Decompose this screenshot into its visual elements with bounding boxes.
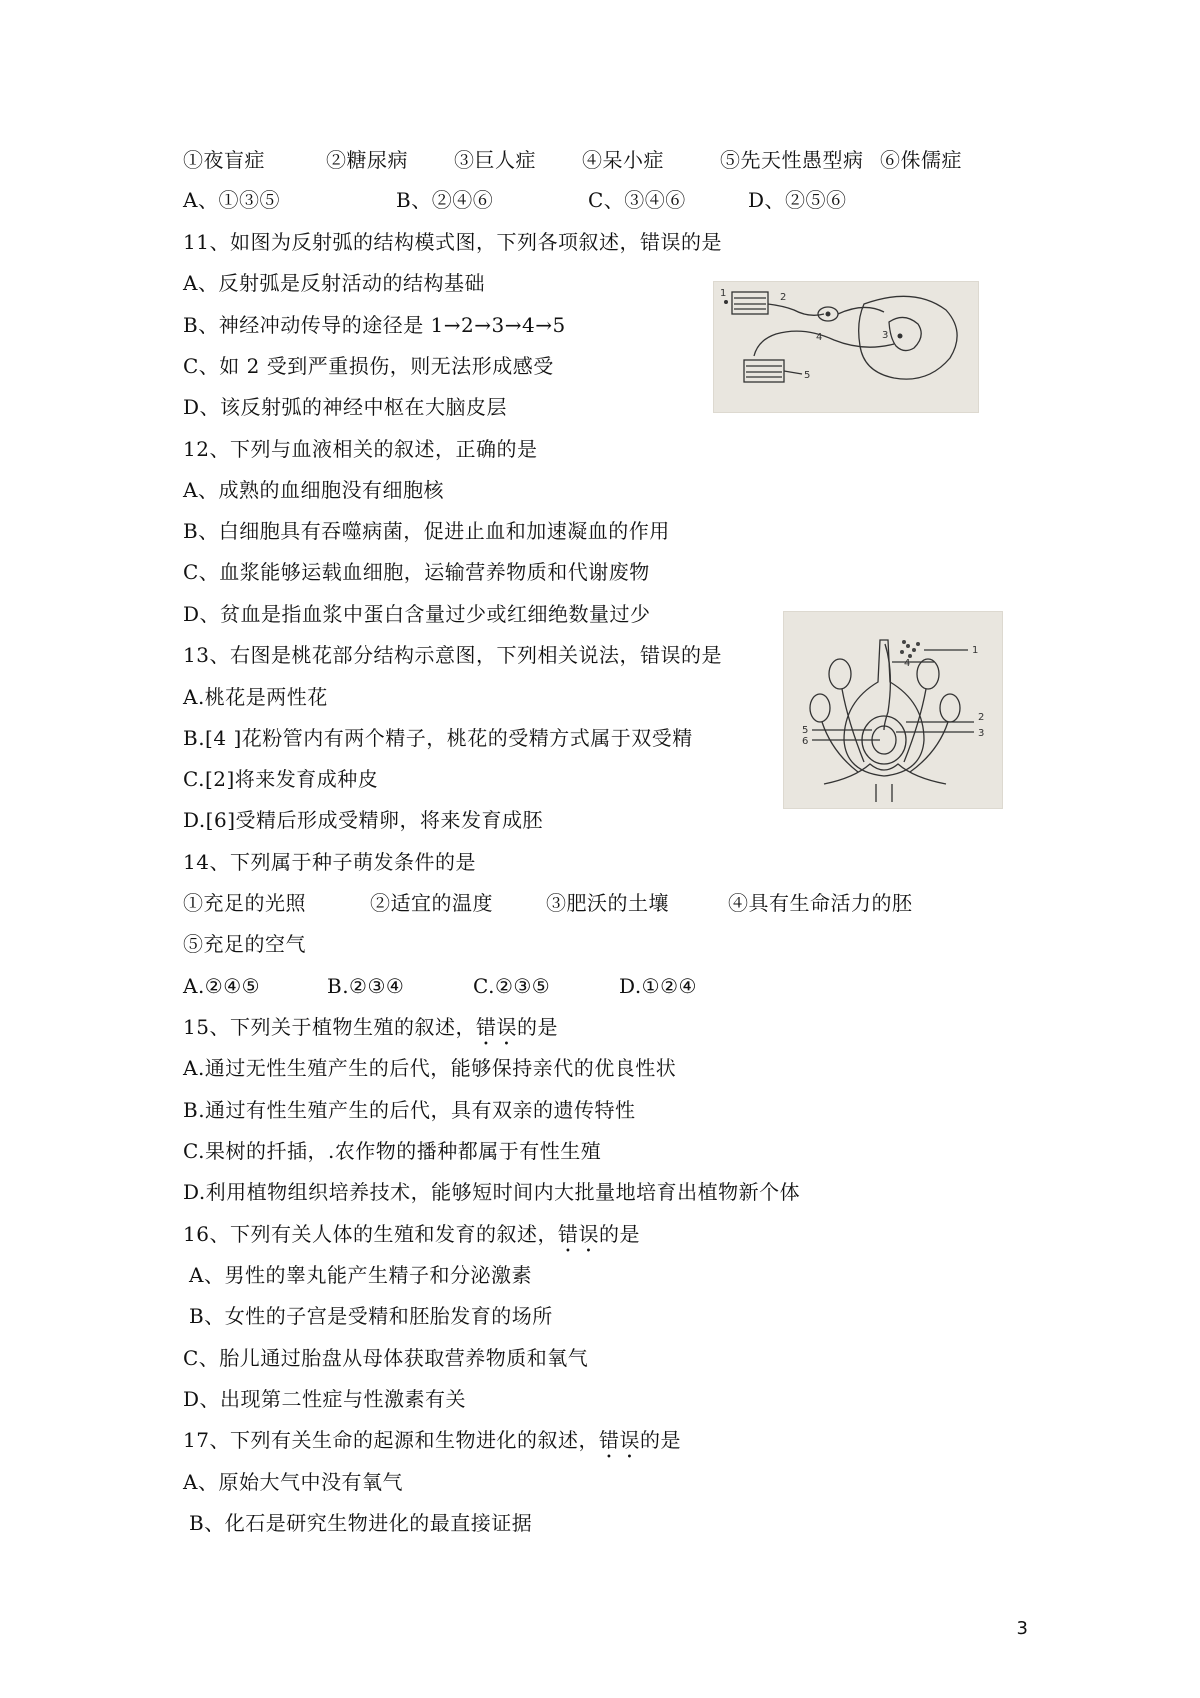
- reflex-label-3: 3: [882, 330, 889, 341]
- q11-option-b: B、神经冲动传导的途径是 1→2→3→4→5: [183, 313, 566, 337]
- q16-option-b: B、女性的子宫是受精和胚胎发育的场所: [189, 1304, 553, 1328]
- page-number: 3: [1016, 1618, 1028, 1639]
- peach-flower-figure: [783, 611, 1003, 809]
- flower-label-5: 5: [802, 725, 809, 736]
- choice-c: C.②③⑤: [473, 974, 551, 998]
- q13-option-a: A.桃花是两性花: [183, 685, 328, 709]
- q15-option-a: A.通过无性生殖产生的后代，能够保持亲代的优良性状: [183, 1056, 677, 1080]
- q15-option-b: B.通过有性生殖产生的后代，具有双亲的遗传特性: [183, 1098, 636, 1122]
- option-item: ②糖尿病: [326, 148, 408, 172]
- q16-stem: [183, 1220, 640, 1257]
- condition-item: ④具有生命活力的胚: [728, 891, 913, 915]
- stem-text: 17、下列有关生命的起源和生物进化的叙述，: [183, 1428, 599, 1452]
- emphasis-text: 错误: [475, 1015, 517, 1039]
- q14-conditions: [183, 889, 913, 917]
- q16-option-a: A、男性的睾丸能产生精子和分泌激素: [189, 1263, 532, 1287]
- flower-label-1: 1: [972, 645, 979, 656]
- q15-option-d: D.利用植物组织培养技术，能够短时间内大批量地培育出植物新个体: [183, 1180, 801, 1204]
- condition-item: ③肥沃的土壤: [546, 891, 669, 915]
- reflex-arc-figure: [713, 281, 979, 413]
- stem-text: 15、下列关于植物生殖的叙述，: [183, 1015, 476, 1039]
- q12-option-b: B、白细胞具有吞噬病菌，促进止血和加速凝血的作用: [183, 519, 670, 543]
- q11-stem: 11、如图为反射弧的结构模式图，下列各项叙述，错误的是: [183, 230, 722, 254]
- q13-option-d: D.[6]受精后形成受精卵，将来发育成胚: [183, 808, 544, 832]
- q16-option-c: C、胎儿通过胎盘从母体获取营养物质和氧气: [183, 1346, 589, 1370]
- q13-option-b: B.[4 ]花粉管内有两个精子，桃花的受精方式属于双受精: [183, 726, 693, 750]
- flower-label-2: 2: [978, 712, 985, 723]
- reflex-label-1: 1: [720, 288, 727, 299]
- q10-options: [183, 146, 962, 174]
- reflex-label-5: 5: [804, 370, 811, 381]
- flower-label-4: 4: [904, 658, 911, 669]
- condition-item: ①充足的光照: [183, 891, 306, 915]
- emphasis-text: 错误: [557, 1222, 599, 1246]
- q15-stem: [183, 1013, 558, 1050]
- choice-a: A、①③⑤: [183, 188, 280, 212]
- choice-a: A.②④⑤: [183, 974, 261, 998]
- q12-stem: 12、下列与血液相关的叙述，正确的是: [183, 437, 538, 461]
- reflex-arc-diagram: [714, 282, 978, 412]
- option-item: ⑤先天性愚型病: [720, 148, 864, 172]
- choice-b: B、②④⑥: [396, 188, 494, 212]
- emphasis-text: 错误: [598, 1428, 640, 1452]
- q17-option-b: B、化石是研究生物进化的最直接证据: [189, 1511, 533, 1535]
- choice-d: D、②⑤⑥: [748, 188, 847, 212]
- flower-label-6: 6: [802, 736, 809, 747]
- q13-stem: 13、右图是桃花部分结构示意图，下列相关说法，错误的是: [183, 643, 722, 667]
- option-item: ③巨人症: [454, 148, 536, 172]
- choice-d: D.①②④: [619, 974, 697, 998]
- reflex-label-2: 2: [780, 292, 787, 303]
- stem-text: 的是: [516, 1015, 558, 1039]
- choice-c: C、③④⑥: [588, 188, 686, 212]
- choice-b: B.②③④: [327, 974, 405, 998]
- option-item: ①夜盲症: [183, 148, 265, 172]
- q11-option-c: C、如 2 受到严重损伤，则无法形成感受: [183, 354, 554, 378]
- stem-text: 16、下列有关人体的生殖和发育的叙述，: [183, 1222, 558, 1246]
- option-item: ④呆小症: [582, 148, 664, 172]
- q11-option-a: A、反射弧是反射活动的结构基础: [183, 271, 485, 295]
- q13-option-c: C.[2]将来发育成种皮: [183, 767, 379, 791]
- option-item: ⑥侏儒症: [880, 148, 962, 172]
- q14-stem: 14、下列属于种子萌发条件的是: [183, 850, 476, 874]
- q17-stem: [183, 1426, 681, 1463]
- stem-text: 的是: [598, 1222, 640, 1246]
- q17-option-a: A、原始大气中没有氧气: [183, 1470, 403, 1494]
- q10-choices: [183, 186, 847, 214]
- q14-condition-5: ⑤充足的空气: [183, 932, 306, 956]
- reflex-label-4: 4: [816, 332, 823, 343]
- q15-option-c: C.果树的扦插，.农作物的播种都属于有性生殖: [183, 1139, 602, 1163]
- q12-option-d: D、贫血是指血浆中蛋白含量过少或红细绝数量过少: [183, 602, 651, 626]
- q12-option-a: A、成熟的血细胞没有细胞核: [183, 478, 444, 502]
- flower-label-3: 3: [978, 728, 985, 739]
- flower-diagram: [784, 612, 1002, 808]
- stem-text: 的是: [639, 1428, 681, 1452]
- q11-option-d: D、该反射弧的神经中枢在大脑皮层: [183, 395, 508, 419]
- q16-option-d: D、出现第二性症与性激素有关: [183, 1387, 467, 1411]
- q14-choices: [183, 972, 697, 1000]
- condition-item: ②适宜的温度: [370, 891, 493, 915]
- q12-option-c: C、血浆能够运载血细胞，运输营养物质和代谢废物: [183, 560, 650, 584]
